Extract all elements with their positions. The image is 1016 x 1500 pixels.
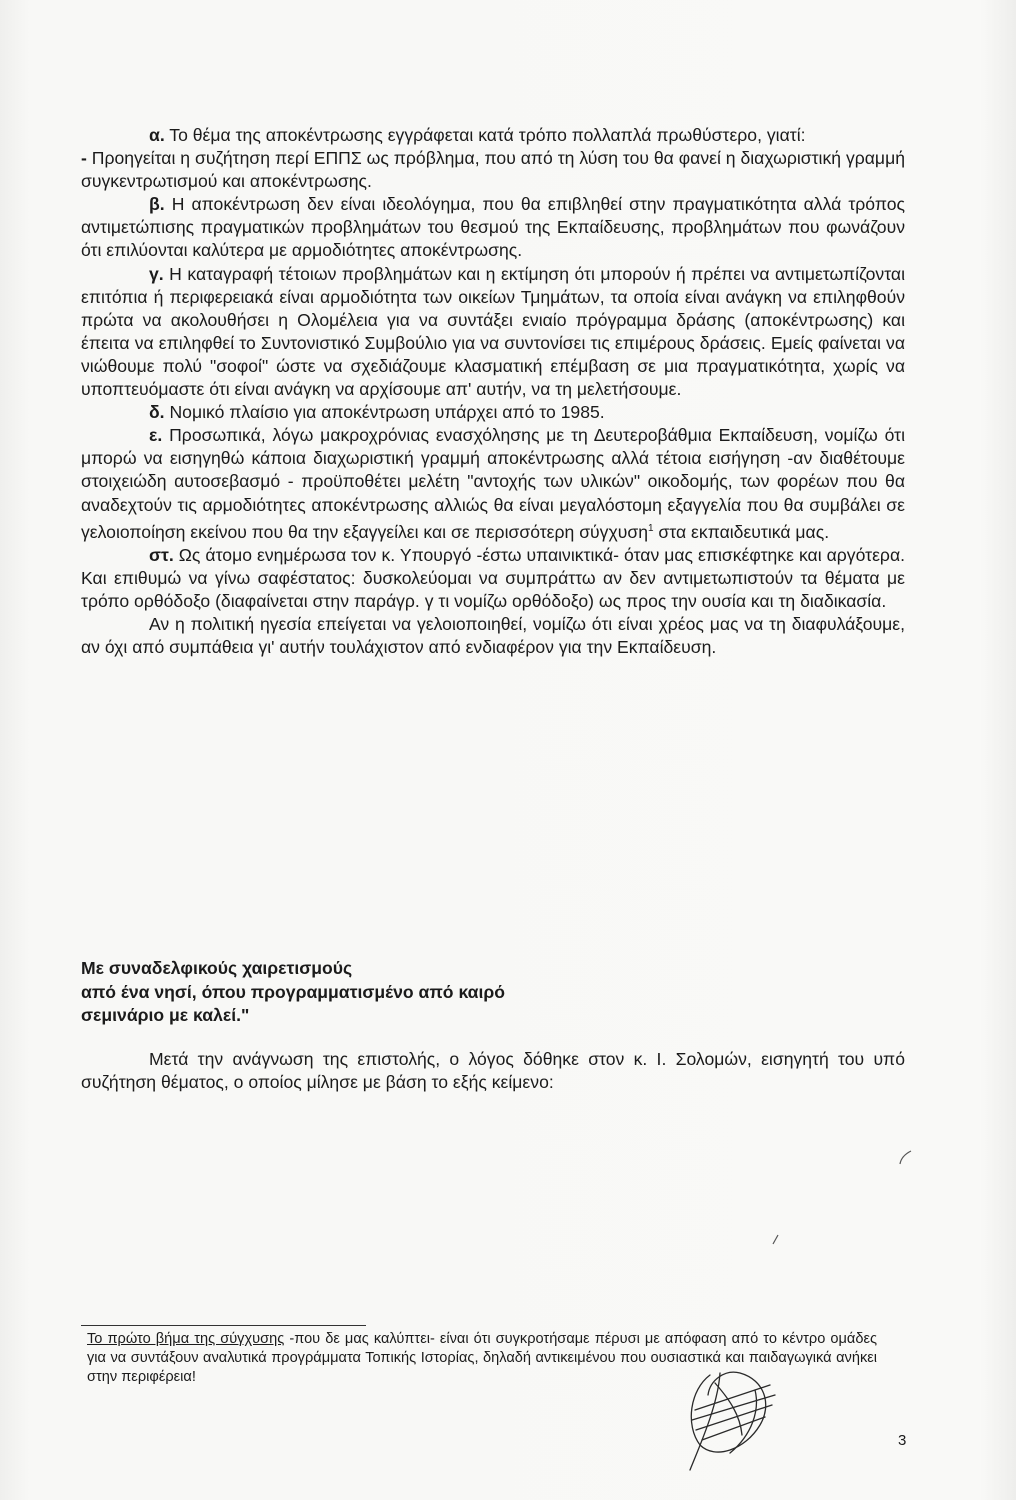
footnote-text: -που δε μας καλύπτει- είναι ότι συγκροτήσαμε πέρυσι με απόφαση από το κέντρο ομάδες για να συντάξουν αναλυτικά προγράμματα Τοπικής Ιστορίας, δηλαδή αντικειμένου που ουσιαστικά και παιδαγωγικά ανήκει στην περιφέρεια! [87, 1331, 878, 1385]
closing-line-2: από ένα νησί, όπου προγραμματισμένο από καιρό [81, 981, 506, 1002]
footnote-underlined-text: Το πρώτο βήμα της σύγχυσης [87, 1331, 285, 1347]
paragraph-d [81, 401, 905, 424]
after-letter-paragraph [81, 1048, 905, 1094]
paragraph-b-text: Η αποκέντρωση δεν είναι ιδεολόγημα, που θα επιβληθεί στην πραγματικότητα αλλά τρόπος αντιμετώπισης πραγματικών προβλημάτων του θεσμού της Εκπαίδευσης, προβλημάτων που φωνάζουν ότι επιλύονται καλύτερα με αρμοδιότητες αποκέντρωσης. [81, 194, 905, 261]
paragraph-c [81, 263, 905, 402]
stray-pen-mark [896, 1148, 916, 1168]
paragraph-e-text-end: στα εκπαιδευτικά μας. [653, 521, 830, 542]
paragraph-e-label: ε. [149, 425, 163, 446]
paragraph-a [81, 124, 905, 147]
paragraph-a-text: Το θέμα της αποκέντρωσης εγγράφεται κατά τρόπο πολλαπλά πρωθύστερο, γιατί: [164, 125, 806, 145]
stray-pen-mark [768, 1233, 782, 1247]
paragraph-c-text: Η καταγραφή τέτοιων προβλημάτων και η εκτίμηση ότι μπορούν ή πρέπει να αντιμετωπίζονται επιτόπια ή περιφερειακά είναι αρμοδιότητα των οικείων Τμημάτων, τα οποία είναι ανάγκη να επιληφθούν πρώτα να ακολουθήσει η Ολομέλεια για να συντάξει ενιαίο πρόγραμμα δράσης (αποκέντρωσης) και έπειτα να επιληφθεί το Συντονιστικό Συμβούλιο για να συντονίσει τις επιμέρους δράσεις. Εμείς φαίνεται να νιώθουμε πολύ "σοφοί" ώστε να σχεδιάζουμε κλασματική επέμβαση σε μια πραγματικότητα, χωρίς να υποπτευόμαστε ότι είναι ανάγκη να αρχίσουμε απ' αυτήν, να τη μελετήσουμε. [81, 263, 905, 400]
closing-line-3: σεμινάριο με καλεί." [81, 1005, 250, 1025]
paragraph-a-label: α. [149, 125, 165, 145]
paragraph-f-label: στ. [149, 544, 174, 565]
footnote-reference: 1 [647, 522, 654, 534]
closing-line-1: Με συναδελφικούς χαιρετισμούς [81, 958, 353, 978]
paragraph-e-text: Προσωπικά, λόγω μακροχρόνιας ενασχόλησης με τη Δευτεροβάθμια Εκπαίδευση, νομίζω ότι μπορώ να εισηγηθώ κάποια διαχωριστική γραμμή αποκέντρωσης αλλά τέτοια εισήγηση -αν διαθέτουμε στοιχειώδη αυτοσεβασμό - προϋποθέτει μελέτη "αντοχής των υλικών" οικοδομής, των φορέων που θα αναδεχτούν τις αρμοδιότητες αποκέντρωσης αλλιώς θα είναι μεγαλόστομη εξαγγελία που θα συμβάλει σε γελοιοποίηση εκείνου που θα την εξαγγείλει και σε περισσότερη σύγχυση [81, 425, 905, 542]
paragraph-d-text: Νομικό πλαίσιο για αποκέντρωση υπάρχει από το 1985. [164, 402, 605, 423]
paragraph-f [81, 544, 905, 613]
paragraph-a-point-bullet: - [81, 148, 87, 169]
paragraph-f-text: Ως άτομο ενημέρωσα τον κ. Υπουργό -έστω υπαινικτικά- όταν μας επισκέφτηκε και αργότερα. Και επιθυμώ να γίνω σαφέστατος: δυσκολεύομαι να συμπράττω αν δεν αντιμετωπιστούν τα θέματα με τρόπο ορθόδοξο (διαφαίνεται στην παράγρ. γ τι νομίζω ορθόδοξο) ως προς την ουσία και τη διαδικασία. [81, 544, 905, 611]
letter-closing [81, 957, 781, 1028]
paragraph-b-label: β. [149, 194, 165, 215]
paragraph-a-point-text: Προηγείται η συζήτηση περί ΕΠΠΣ ως πρόβλημα, που από τη λύση του θα φανεί η διαχωριστική γραμμή συγκεντρωτισμού και αποκέντρωσης. [81, 148, 905, 192]
letter-body [81, 124, 905, 659]
paragraph-c-label: γ. [149, 263, 164, 284]
after-letter-text: Μετά την ανάγνωση της επιστολής, ο λόγος δόθηκε στον κ. Ι. Σολομών, εισηγητή του υπό συζήτηση θέματος, ο οποίος μίλησε με βάση το εξής κείμενο: [81, 1049, 905, 1093]
paragraph-d-label: δ. [149, 402, 165, 423]
footnote-divider [81, 1325, 366, 1326]
paragraph-g-text: Αν η πολιτική ηγεσία επείγεται να γελοιοποιηθεί, νομίζω ότι είναι χρέος μας να τη διαφυλάξουμε, αν όχι από συμπάθεια γι' αυτήν τουλάχιστον από ενδιαφέρον για την Εκπαίδευση. [81, 613, 905, 657]
paragraph-a-point [81, 147, 905, 193]
paragraph-g [81, 613, 905, 659]
paragraph-e [81, 424, 905, 543]
page-number: 3 [898, 1432, 907, 1449]
handwritten-signature [660, 1355, 810, 1475]
paragraph-b [81, 193, 905, 262]
